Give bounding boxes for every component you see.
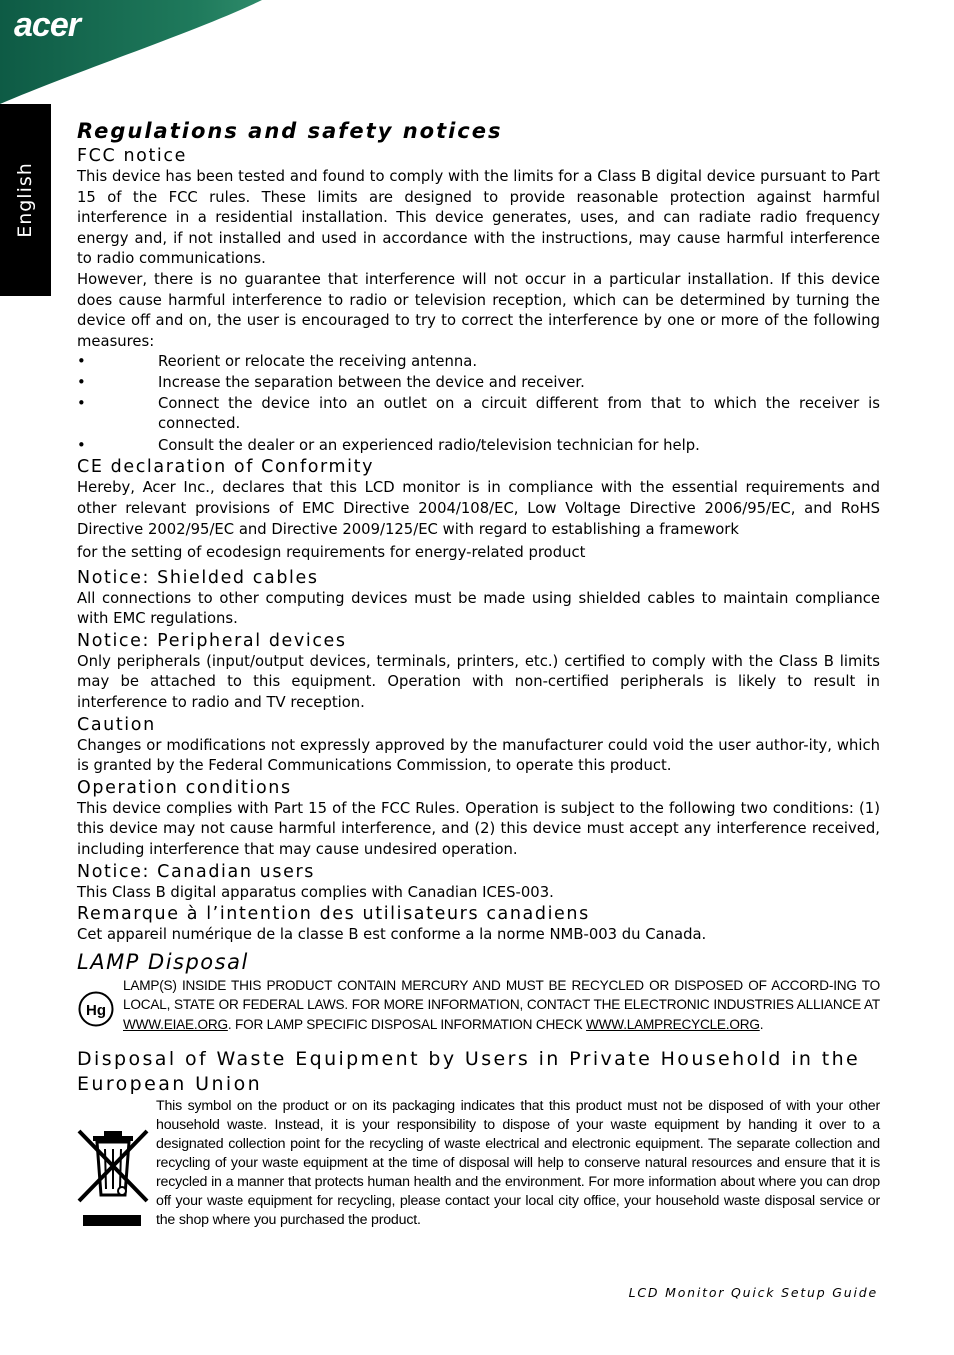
measure-item xyxy=(77,394,880,435)
measure-text: Connect the device into an outlet on a circuit different from that to which the receiver is connected. xyxy=(158,394,880,433)
language-tab-label: English xyxy=(14,162,36,238)
bullet: • xyxy=(77,373,86,391)
fcc-heading: FCC notice xyxy=(77,146,187,166)
lamp-text-part: . xyxy=(759,1016,764,1032)
operation-conditions-paragraph: This device complies with Part 15 of the FCC Rules. Operation is subject to the following two conditions: (1) this device may not cause harmful interference, and (2) this device must accept any interference received, including interference that may cause undesired operation. xyxy=(77,799,880,859)
page-title: Regulations and safety notices xyxy=(77,119,503,143)
brand-band xyxy=(0,0,954,110)
shielded-cables-paragraph: All connections to other computing devices must be made using shielded cables to maintain compliance with EMC regulations. xyxy=(77,589,880,628)
mercury-hg-icon xyxy=(77,990,115,1028)
caution-paragraph: Changes or modifications not expressly approved by the manufacturer could void the user author-ity, which is granted by the Federal Communications Commission, to operate this product. xyxy=(77,736,880,775)
shielded-cables-heading: Notice: Shielded cables xyxy=(77,567,319,588)
caution-heading: Caution xyxy=(77,714,156,735)
peripheral-devices-paragraph: Only peripherals (input/output devices, terminals, printers, etc.) certified to comply with the Class B limits may be attached to this equipment. Operation with non-certified peripherals is likely to result in interference to radio and TV reception. xyxy=(77,652,880,712)
measure-item xyxy=(77,436,880,457)
lamp-text-part: . FOR LAMP SPECIFIC DISPOSAL INFORMATION CHECK xyxy=(227,1016,587,1032)
peripheral-devices-heading: Notice: Peripheral devices xyxy=(77,630,347,651)
measure-item xyxy=(77,352,880,373)
measure-item xyxy=(77,373,880,394)
lamp-disposal-heading: LAMP Disposal xyxy=(77,949,249,974)
measure-text: Consult the dealer or an experienced radio/television technician for help. xyxy=(158,436,700,454)
operation-conditions-heading: Operation conditions xyxy=(77,777,292,798)
weee-paragraph: This symbol on the product or on its packaging indicates that this product must not be disposed of with your other household waste. Instead, it is your responsibility to dispose of your waste equipment by handing it over to a designated collection point for the recycling of waste electrical and electronic equipment. The separate collection and recycling of your waste equipment at the time of disposal will help to conserve natural resources and ensure that it is recycled in a manner that protects human health and the environment. For more information about where you can drop off your waste equipment for recycling, please contact your local city office, your household waste disposal service or the shop where you purchased the product. xyxy=(156,1098,880,1229)
measure-text: Reorient or relocate the receiving antenna. xyxy=(158,353,478,371)
lamp-disposal-text xyxy=(123,976,880,1034)
lamprecycle-link[interactable]: WWW.LAMPRECYCLE.ORG xyxy=(586,1016,760,1032)
bullet: • xyxy=(77,436,86,454)
canadian-users-paragraph: This Class B digital apparatus complies with Canadian ICES-003. xyxy=(77,883,554,901)
hg-icon-label: Hg xyxy=(86,1001,106,1019)
weee-heading: Disposal of Waste Equipment by Users in Private Household in the European Union xyxy=(77,1048,861,1096)
remarque-heading: Remarque à l’intention des utilisateurs canadiens xyxy=(77,904,590,925)
bullet: • xyxy=(77,353,86,371)
ce-paragraph: Hereby, Acer Inc., declares that this LCD monitor is in compliance with the essential requirements and other relevant provisions of EMC Directive 2004/108/EC, Low Voltage Directive 2006/95/EC, and RoHS Directive 2002/95/EC and Directive 2009/125/EC with regard to establishing a framework xyxy=(77,479,880,538)
ce-heading: CE declaration of Conformity xyxy=(77,457,375,478)
footer-guide-title: LCD Monitor Quick Setup Guide xyxy=(628,1285,878,1300)
fcc-paragraph-1: This device has been tested and found to comply with the limits for a Class B digital device pursuant to Part 15 of the FCC rules. These limits are designed to provide reasonable protection against harmful interference in a residential installation. This device generates, uses, and can radiate radio frequency energy and, if not installed and used in accordance with the instructions, may cause harmful interference to radio communications. xyxy=(77,168,880,268)
canadian-users-heading: Notice: Canadian users xyxy=(77,861,315,882)
page-content xyxy=(77,113,880,1235)
lamp-text-part: LAMP(S) INSIDE THIS PRODUCT CONTAIN MERCURY AND MUST BE RECYCLED OR DISPOSED OF ACCORD-ING TO LOCAL, STATE OR FEDERAL LAWS. FOR MORE INFORMATION, CONTACT THE ELECTRONIC INDUSTRIES ALLIANCE AT xyxy=(123,977,880,1013)
acer-logo: acer xyxy=(14,6,80,44)
fcc-paragraph-2: However, there is no guarantee that interference will not occur in a particular installation. If this device does cause harmful interference to radio or television reception, which can be determined by turning the device off and on, the user is encouraged to try to correct the interference by one or more of the following measures: xyxy=(77,270,880,350)
ce-paragraph-continued: for the setting of ecodesign requirements for energy-related product xyxy=(77,544,586,562)
lamp-disposal-block xyxy=(77,976,880,1034)
measure-text: Increase the separation between the device and receiver. xyxy=(158,373,585,391)
weee-block xyxy=(77,1097,880,1235)
eiae-link[interactable]: WWW.EIAE.ORG xyxy=(123,1016,228,1032)
bullet: • xyxy=(77,394,86,412)
crossed-out-bin-icon xyxy=(77,1127,149,1231)
remarque-paragraph: Cet appareil numérique de la classe B est conforme a la norme NMB-003 du Canada. xyxy=(77,926,707,944)
